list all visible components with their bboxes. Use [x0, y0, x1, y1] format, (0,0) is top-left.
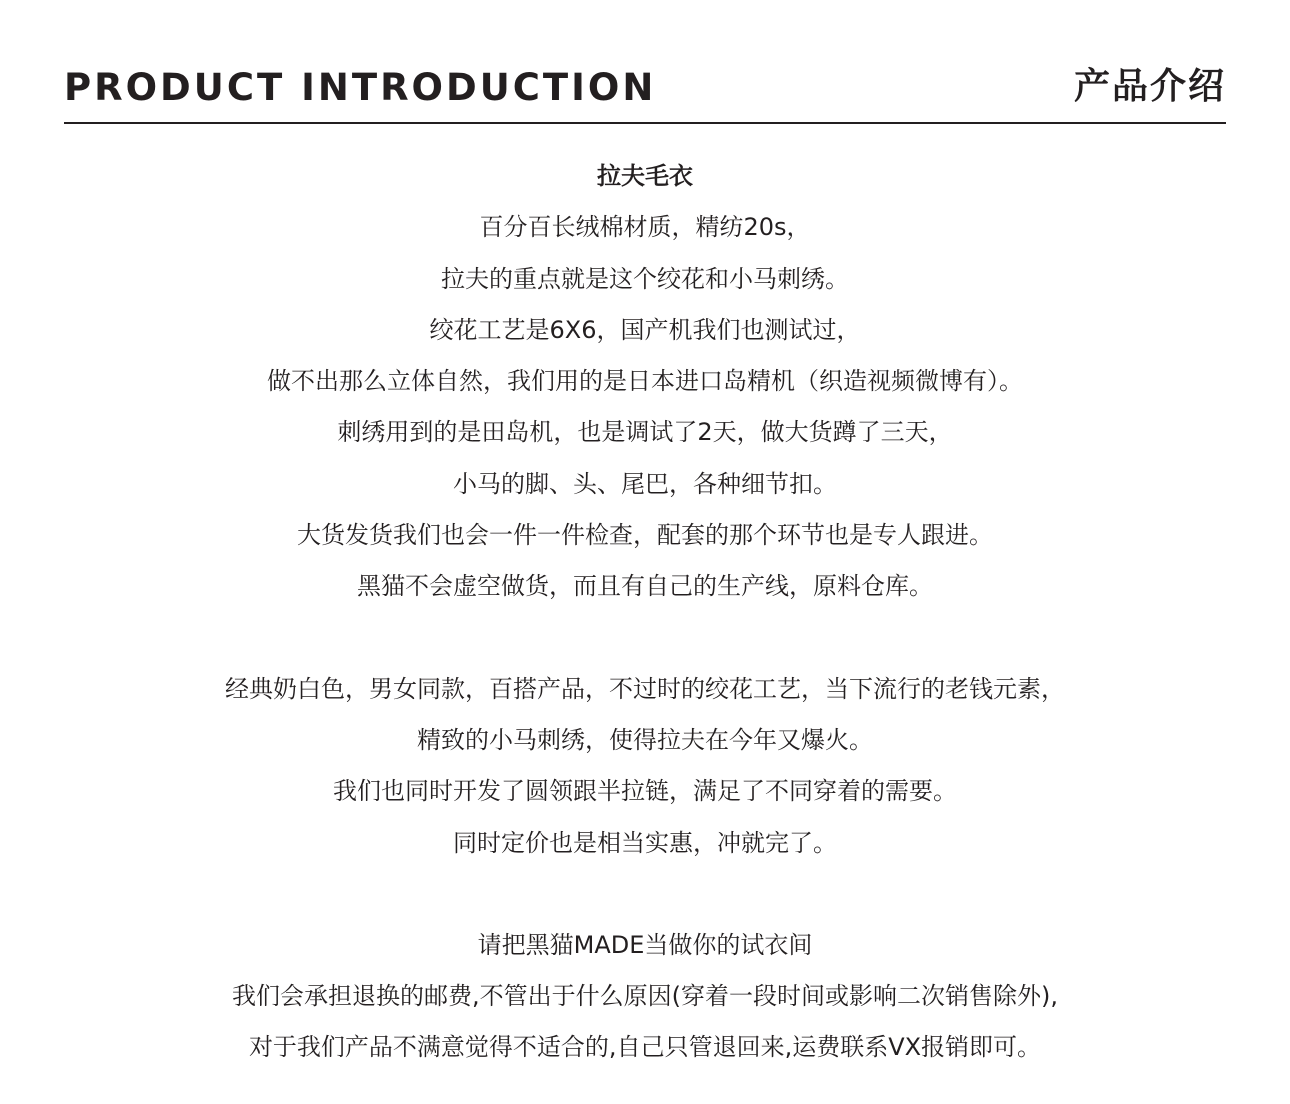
returns-paragraph [0, 920, 1290, 1074]
features-line: 精致的小马刺绣，使得拉夫在今年又爆火。 [417, 725, 873, 754]
header-title-en: PRODUCT INTRODUCTION [64, 66, 657, 109]
returns-line: 请把黑猫MADE当做你的试衣间 [477, 930, 813, 959]
features-paragraph [0, 664, 1290, 869]
product-description [0, 151, 1290, 1074]
product-name: 拉夫毛衣 [597, 162, 693, 190]
intro-paragraph [0, 151, 1290, 613]
intro-line: 黑猫不会虚空做货，而且有自己的生产线，原料仓库。 [357, 572, 933, 601]
section-header [64, 60, 1226, 124]
returns-line: 对于我们产品不满意觉得不适合的,自己只管退回来,运费联系VX报销即可。 [248, 1033, 1042, 1062]
header-title-cn: 产品介绍 [1073, 66, 1226, 107]
intro-line: 做不出那么立体自然，我们用的是日本进口岛精机（织造视频微博有）。 [267, 367, 1023, 396]
features-line: 经典奶白色，男女同款，百搭产品，不过时的绞花工艺，当下流行的老钱元素， [225, 674, 1065, 703]
intro-line: 绞花工艺是6X6，国产机我们也测试过， [429, 315, 861, 344]
intro-line: 大货发货我们也会一件一件检查，配套的那个环节也是专人跟进。 [297, 521, 993, 550]
intro-line: 百分百长绒棉材质，精纺20s， [479, 213, 811, 242]
intro-line: 小马的脚、头、尾巴，各种细节扣。 [453, 469, 837, 498]
features-line: 我们也同时开发了圆领跟半拉链，满足了不同穿着的需要。 [333, 777, 957, 806]
intro-line: 刺绣用到的是田岛机，也是调试了2天，做大货蹲了三天， [337, 418, 953, 447]
intro-line: 拉夫的重点就是这个绞花和小马刺绣。 [441, 264, 849, 293]
features-line: 同时定价也是相当实惠，冲就完了。 [453, 828, 837, 857]
returns-line: 我们会承担退换的邮费,不管出于什么原因(穿着一段时间或影响二次销售除外), [232, 982, 1058, 1011]
